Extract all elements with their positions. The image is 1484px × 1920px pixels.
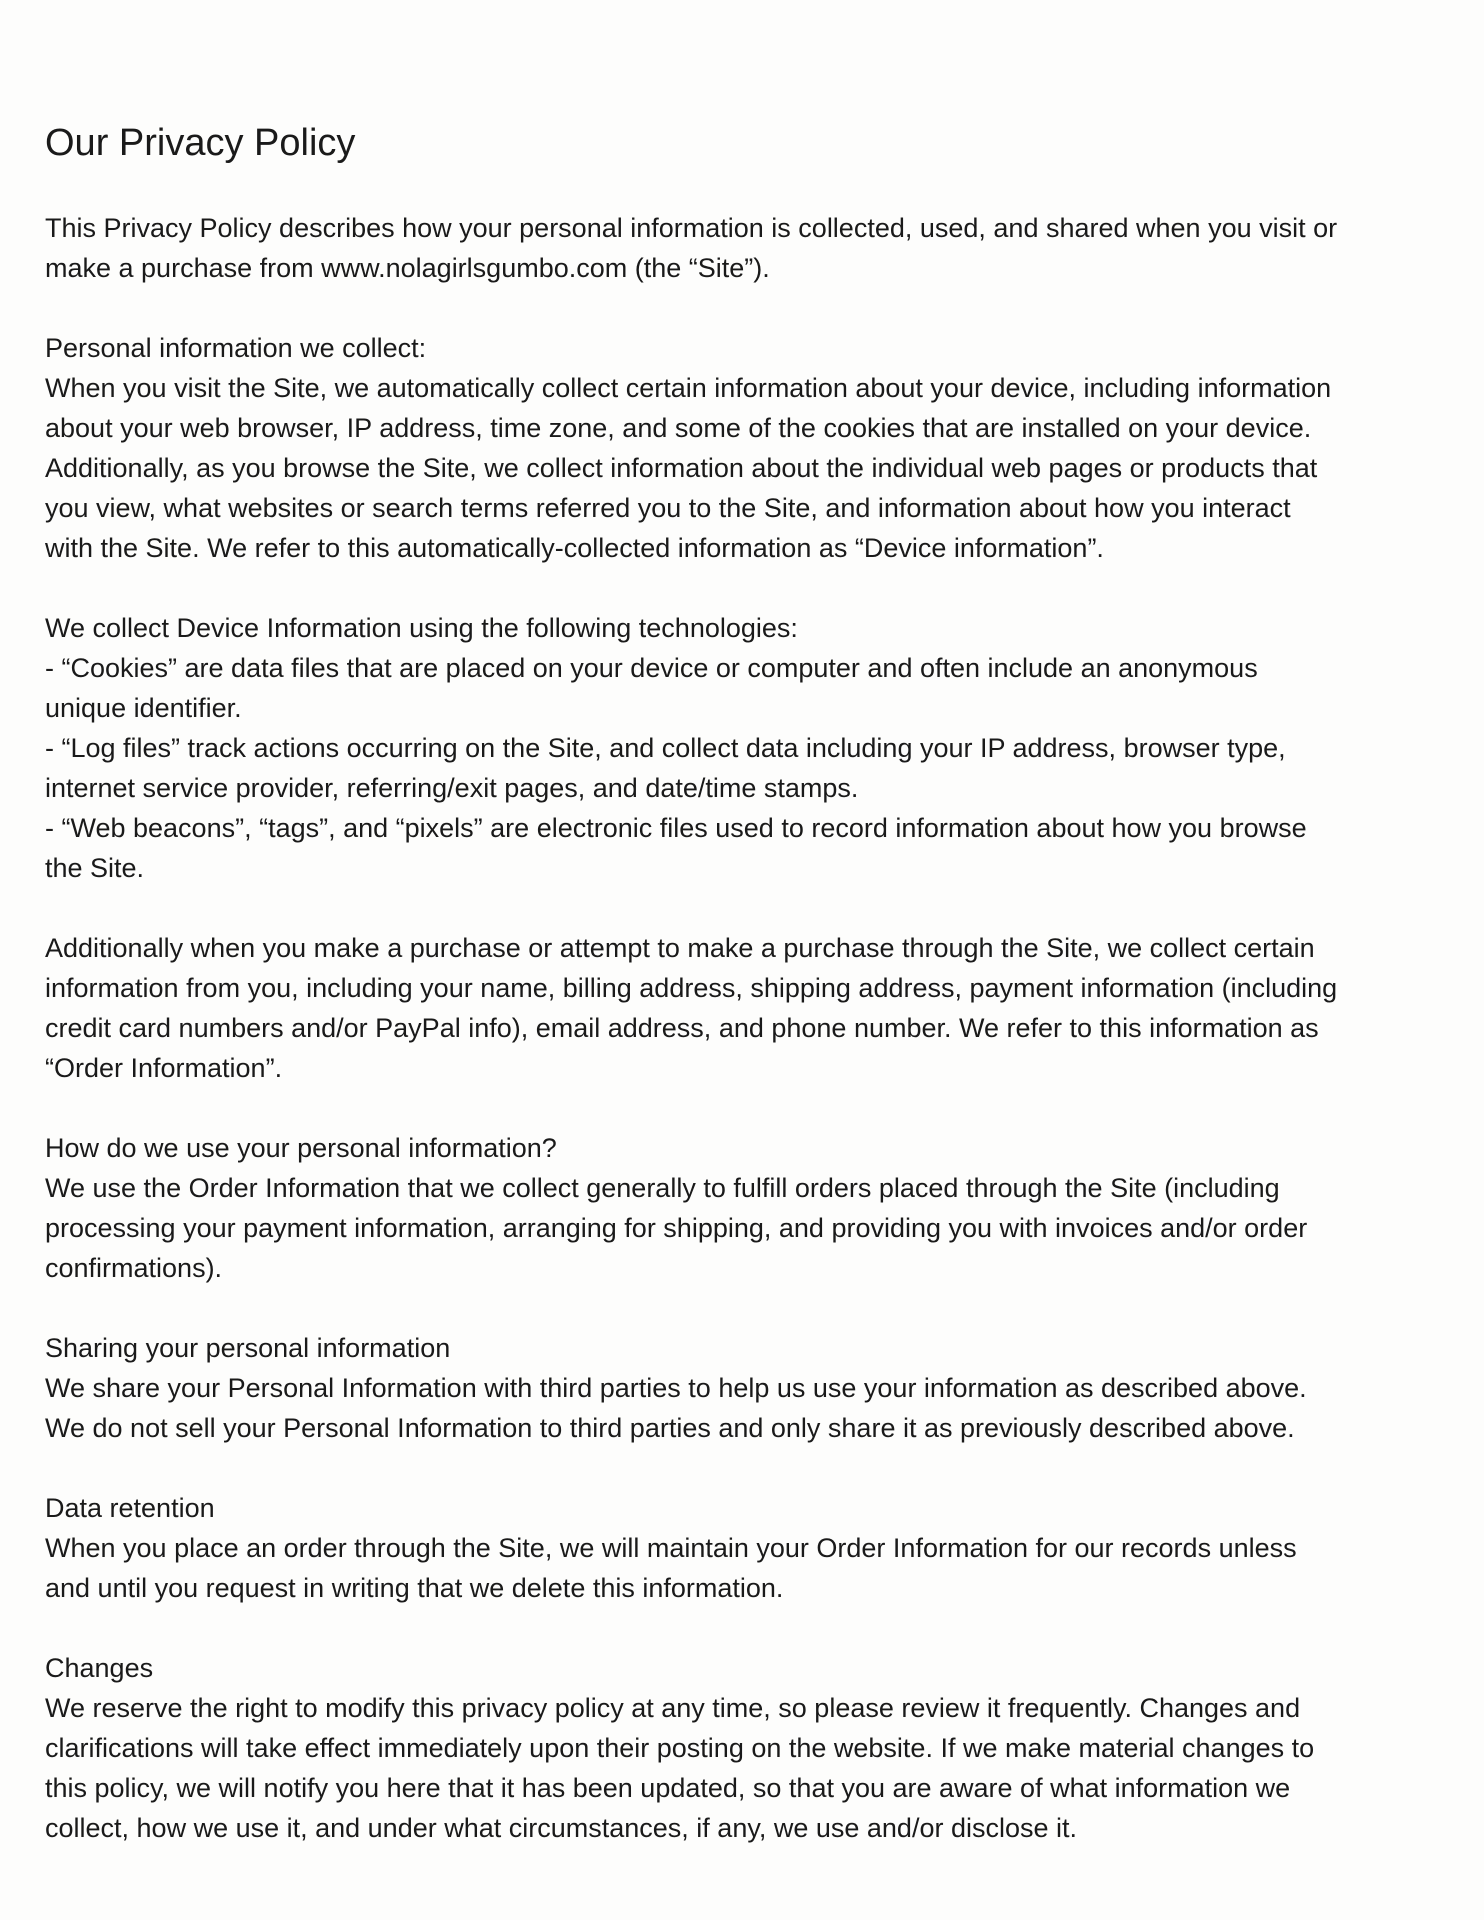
- list-item-web-beacons-cont: the Site.: [45, 853, 145, 883]
- section-personal-information: [45, 328, 1445, 568]
- section-use-of-information: [45, 1128, 1445, 1288]
- paragraph-line: with the Site. We refer to this automatically-collected information as “Device information”.: [45, 533, 1104, 563]
- section-intro: [45, 208, 1445, 288]
- paragraph-line: “Order Information”.: [45, 1053, 283, 1083]
- paragraph-line: When you visit the Site, we automatically collect certain information about your device, including information: [45, 373, 1332, 403]
- list-item-log-files-cont: internet service provider, referring/exit pages, and date/time stamps.: [45, 773, 859, 803]
- list-item-cookies: - “Cookies” are data files that are placed on your device or computer and often include an anonymous: [45, 653, 1258, 683]
- paragraph-line: information from you, including your name, billing address, shipping address, payment information (including: [45, 973, 1338, 1003]
- intro-line-2: make a purchase from www.nolagirlsgumbo.com (the “Site”).: [45, 253, 770, 283]
- page-title: Our Privacy Policy: [45, 122, 356, 164]
- privacy-policy-page: [45, 118, 1445, 1888]
- paragraph-line: clarifications will take effect immediately upon their posting on the website. If we make material changes to: [45, 1733, 1315, 1763]
- paragraph-line: Additionally when you make a purchase or attempt to make a purchase through the Site, we collect certain: [45, 933, 1315, 963]
- paragraph-line: credit card numbers and/or PayPal info), email address, and phone number. We refer to this information as: [45, 1013, 1319, 1043]
- list-item-log-files: - “Log files” track actions occurring on the Site, and collect data including your IP address, browser type,: [45, 733, 1286, 763]
- section-heading: How do we use your personal information?: [45, 1133, 557, 1163]
- paragraph-line: this policy, we will notify you here that it has been updated, so that you are aware of what information we: [45, 1773, 1291, 1803]
- paragraph-line: We reserve the right to modify this privacy policy at any time, so please review it frequently. Changes and: [45, 1693, 1301, 1723]
- section-changes: [45, 1648, 1445, 1848]
- section-heading: Changes: [45, 1653, 154, 1683]
- paragraph-line: processing your payment information, arranging for shipping, and providing you with invoices and/or order: [45, 1213, 1308, 1243]
- intro-line-1: This Privacy Policy describes how your personal information is collected, used, and shared when you visit or: [45, 213, 1338, 243]
- paragraph-line: you view, what websites or search terms referred you to the Site, and information about how you interact: [45, 493, 1291, 523]
- paragraph-line: collect, how we use it, and under what circumstances, if any, we use and/or disclose it.: [45, 1813, 1077, 1843]
- section-heading: Personal information we collect:: [45, 333, 427, 363]
- paragraph-line: confirmations).: [45, 1253, 223, 1283]
- list-item-web-beacons: - “Web beacons”, “tags”, and “pixels” are electronic files used to record information about how you browse: [45, 813, 1307, 843]
- paragraph-line: Additionally, as you browse the Site, we collect information about the individual web pages or products that: [45, 453, 1318, 483]
- section-order-information: [45, 928, 1445, 1088]
- section-sharing: [45, 1328, 1445, 1448]
- paragraph-line: and until you request in writing that we delete this information.: [45, 1573, 784, 1603]
- paragraph-line: We use the Order Information that we collect generally to fulfill orders placed through the Site (including: [45, 1173, 1280, 1203]
- paragraph-line: We do not sell your Personal Information to third parties and only share it as previously described above.: [45, 1413, 1295, 1443]
- paragraph-line: about your web browser, IP address, time zone, and some of the cookies that are installed on your device.: [45, 413, 1312, 443]
- section-heading: We collect Device Information using the following technologies:: [45, 613, 798, 643]
- list-item-cookies-cont: unique identifier.: [45, 693, 242, 723]
- section-heading: Sharing your personal information: [45, 1333, 451, 1363]
- paragraph-line: We share your Personal Information with third parties to help us use your information as described above.: [45, 1373, 1307, 1403]
- paragraph-line: When you place an order through the Site, we will maintain your Order Information for our records unless: [45, 1533, 1297, 1563]
- section-data-retention: [45, 1488, 1445, 1608]
- section-device-technologies: [45, 608, 1445, 888]
- section-heading: Data retention: [45, 1493, 215, 1523]
